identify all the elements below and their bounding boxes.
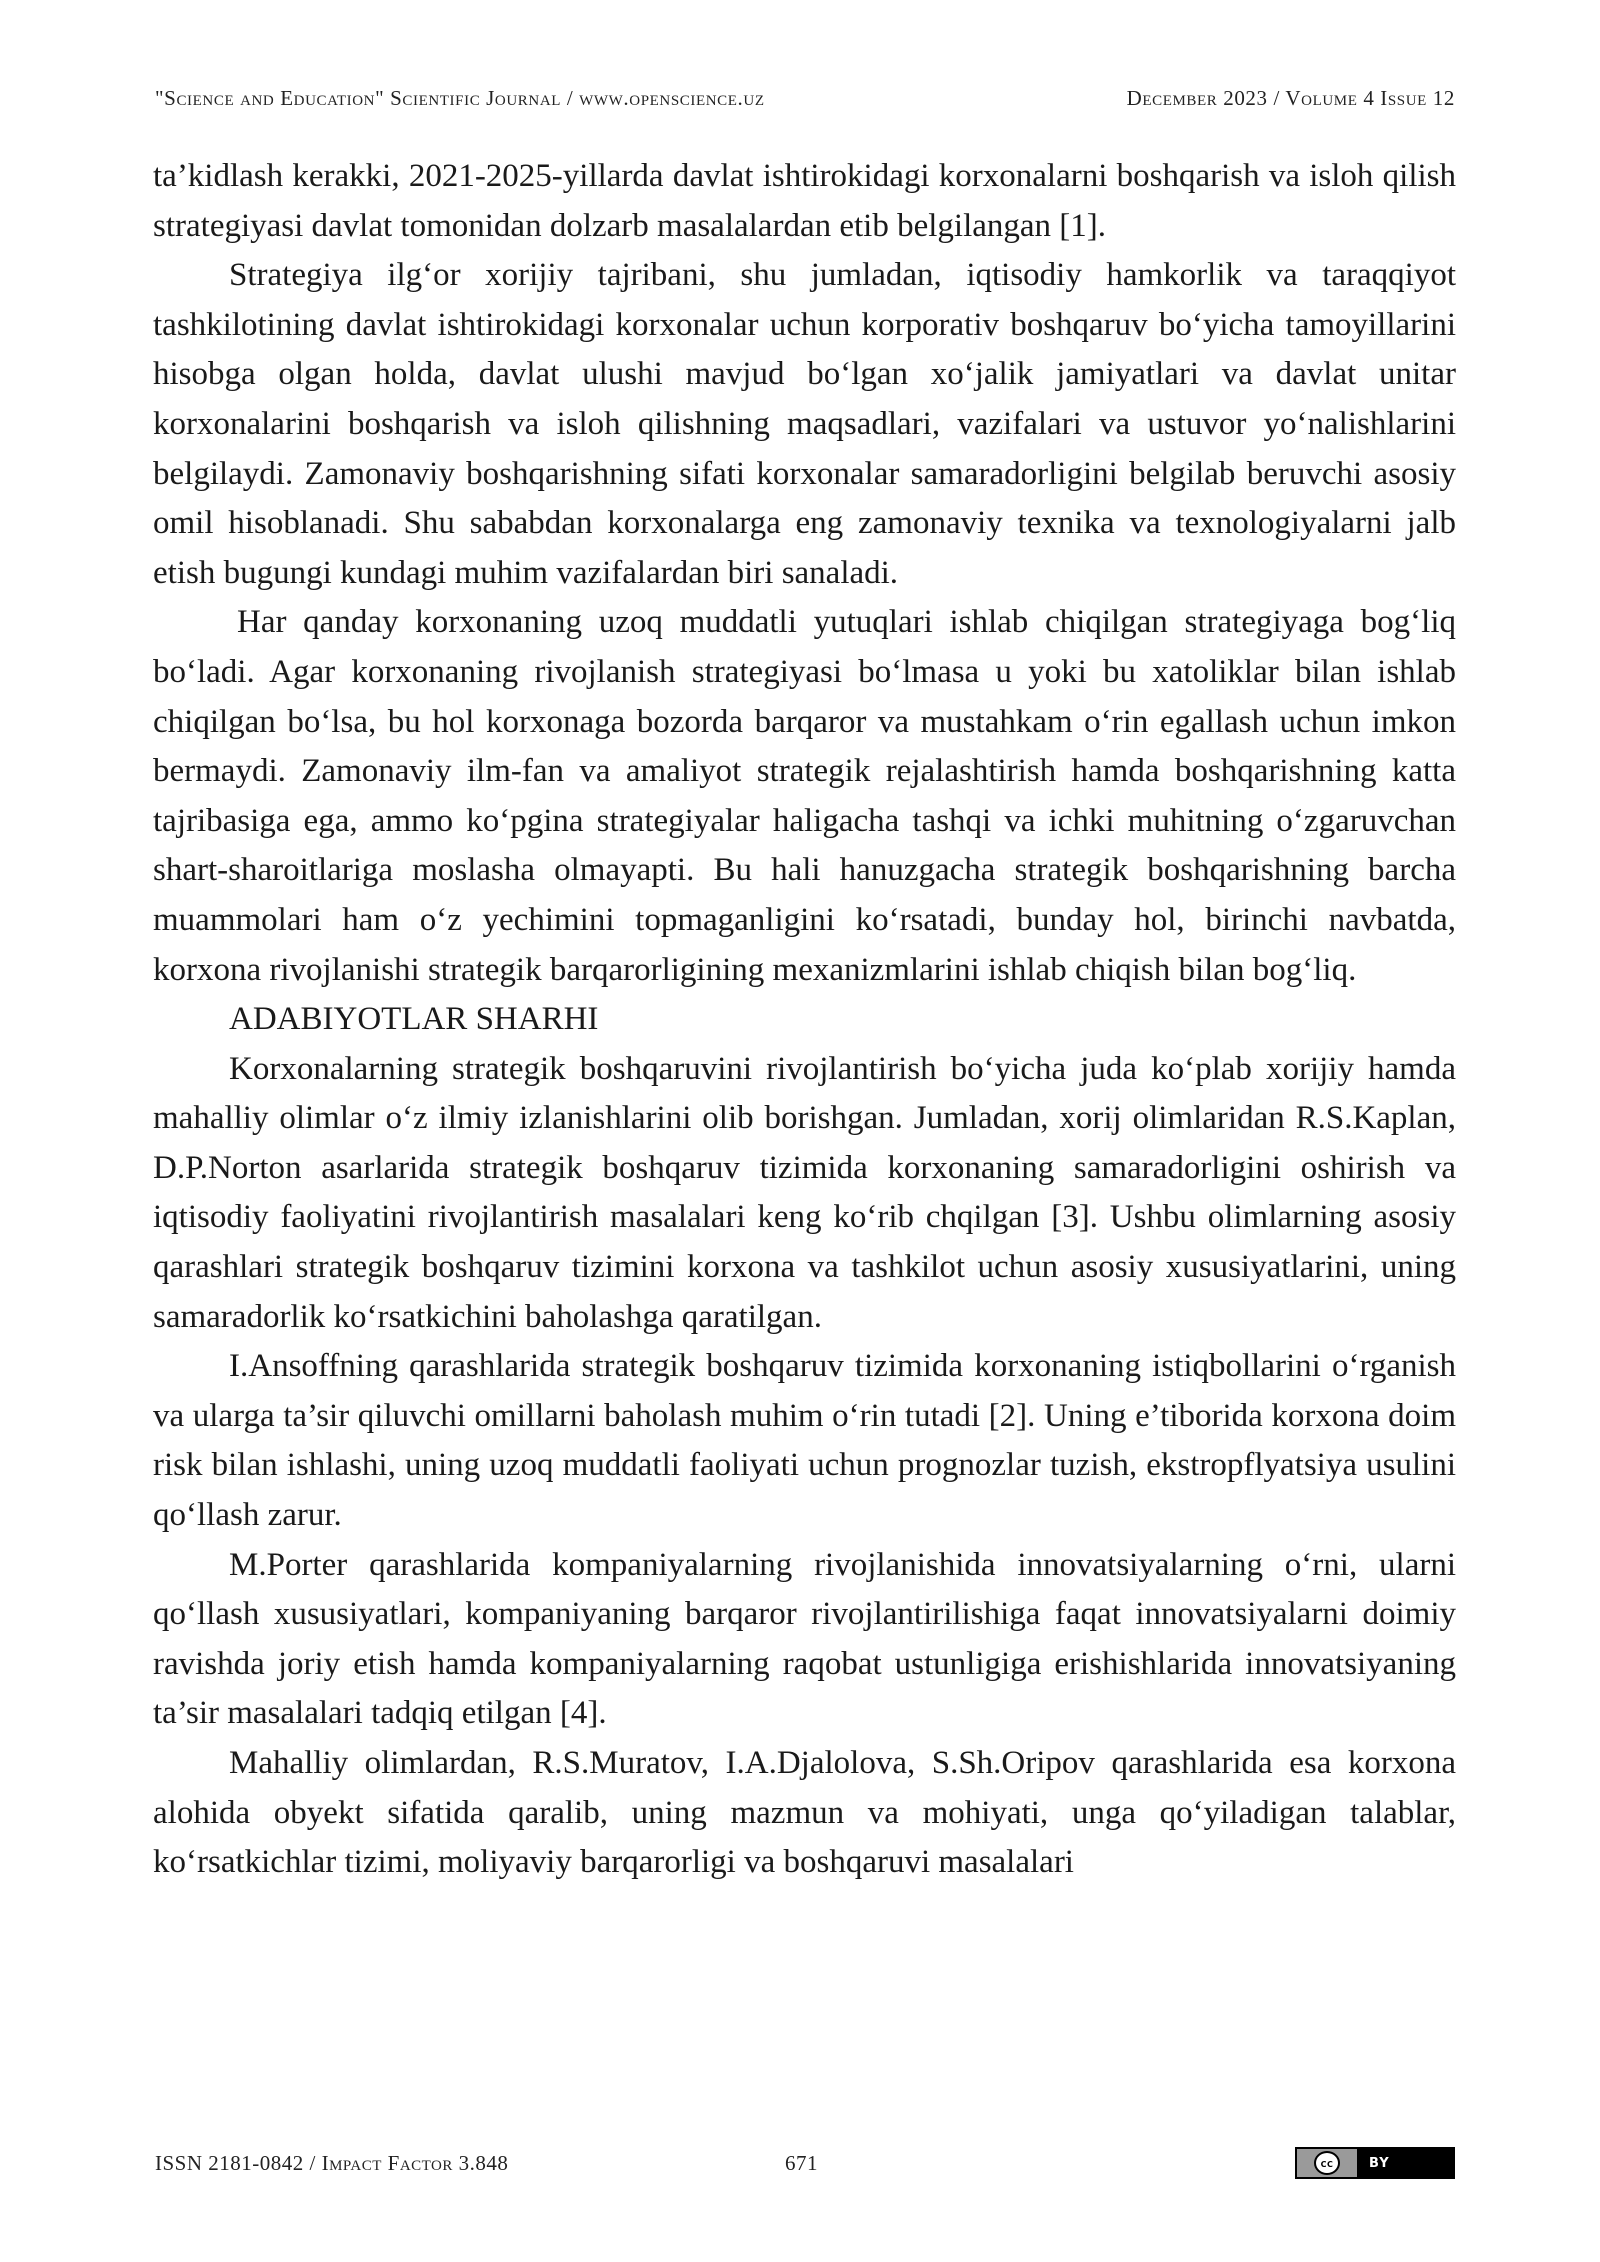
running-header — [155, 86, 1455, 111]
paragraph: Har qanday korxonaning uzoq muddatli yutuqlari ishlab chiqilgan strategiyaga bog‘liq bo‘ladi. Agar korxonaning rivojlanish strategiyasi bo‘lmasa u yoki bu xatoliklar bilan ishlab chiqilgan bo‘lsa, bu hol korxonaga bozorda barqaror va mustahkam o‘rin egallash uchun imkon bermaydi. Zamonaviy ilm-fan va amaliyot strategik rejalashtirish hamda boshqarishning katta tajribasiga ega, ammo ko‘pgina strategiyalar haligacha tashqi va ichki muhitning o‘zgaruvchan shart-sharoitlariga moslasha olmayapti. Bu hali hanuzgacha strategik boshqarishning barcha muammolari ham o‘z yechimini topmaganligini ko‘rsatadi, bunday hol, birinchi navbatda, korxona rivojlanishi strategik barqarorligining mexanizmlarini ishlab chiqish bilan bog‘liq. — [153, 604, 1456, 988]
paragraph: I.Ansoffning qarashlarida strategik boshqaruv tizimida korxonaning istiqbollarini o‘rganish va ularga ta’sir qiluvchi omillarni baholash muhim o‘rin tutadi [2]. Uning e’tiborida korxona doim risk bilan ishlashi, uning uzoq muddatli faoliyati uchun prognozlar tuzish, ekstropflyatsiya usulini qo‘llash zarur. — [153, 1348, 1456, 1534]
paragraph: Korxonalarning strategik boshqaruvini rivojlantirish bo‘yicha juda ko‘plab xorijiy hamda mahalliy olimlar o‘z ilmiy izlanishlarini olib borishgan. Jumladan, xorij olimlaridan R.S.Kaplan, D.P.Norton asarlarida strategik boshqaruv tizimida korxonaning samaradorligini oshirish va iqtisodiy faoliyatini rivojlantirish masalalari keng ko‘rib chqilgan [3]. Ushbu olimlarning asosiy qarashlari strategik boshqaruv tizimini korxona va tashkilot uchun asosiy xususiyatlarini, uning samaradorlik ko‘rsatkichini baholashga qaratilgan. — [153, 1050, 1456, 1335]
paragraph: ta’kidlash kerakki, 2021-2025-yillarda davlat ishtirokidagi korxonalarni boshqarish va isloh qilish strategiyasi davlat tomonidan dolzarb masalalardan etib belgilangan [1]. — [153, 158, 1456, 244]
paragraph: Mahalliy olimlardan, R.S.Muratov, I.A.Djalolova, S.Sh.Oripov qarashlarida esa korxona alohida obyekt sifatida qaralib, uning mazmun va mohiyati, unga qo‘yiladigan talablar, ko‘rsatkichlar tizimi, moliyaviy barqarorligi va boshqaruvi masalalari — [153, 1745, 1456, 1881]
page-footer — [155, 2147, 1455, 2187]
paragraph: Strategiya ilg‘or xorijiy tajribani, shu jumladan, iqtisodiy hamkorlik va taraqqiyot tashkilotining davlat ishtirokidagi korxonalar uchun korporativ boshqaruv bo‘yicha tamoyillarini hisobga olgan holda, davlat ulushi mavjud bo‘lgan xo‘jalik jamiyatlari va davlat unitar korxonalarini boshqarish va isloh qilishning maqsadlari, vazifalari va ustuvor yo‘nalishlarini belgilaydi. Zamonaviy boshqarishning sifati korxonalar samaradorligini belgilab beruvchi asosiy omil hisoblanadi. Shu sababdan korxonalarga eng zamonaviy texnika va texnologiyalarni jalb etish bugungi kundagi muhim vazifalardan biri sanaladi. — [153, 257, 1456, 591]
paragraph: M.Porter qarashlarida kompaniyalarning rivojlanishida innovatsiyalarning o‘rni, ularni qo‘llash xususiyatlari, kompaniyaning barqaror rivojlantirilishiga faqat innovatsiyalarni doimiy ravishda joriy etish hamda kompaniyalarning raqobat ustunligiga erishishlarida innovatsiyaning ta’sir masalalari tadqiq etilgan [4]. — [153, 1546, 1456, 1732]
page-number: 671 — [785, 2151, 818, 2175]
issn-impact-factor: ISSN 2181-0842 / Impact Factor 3.848 — [155, 2151, 509, 2175]
cc-by-label: BY — [1369, 2155, 1390, 2171]
issue-info: December 2023 / Volume 4 Issue 12 — [1126, 86, 1455, 110]
article-body — [153, 152, 1456, 1888]
cc-logo-text: cc — [1314, 2151, 1340, 2175]
journal-title: "Science and Education" Scientific Journal / www.openscience.uz — [155, 86, 765, 110]
section-heading: ADABIYOTLAR SHARHI — [229, 1001, 599, 1038]
creative-commons-by-icon — [1295, 2147, 1455, 2179]
